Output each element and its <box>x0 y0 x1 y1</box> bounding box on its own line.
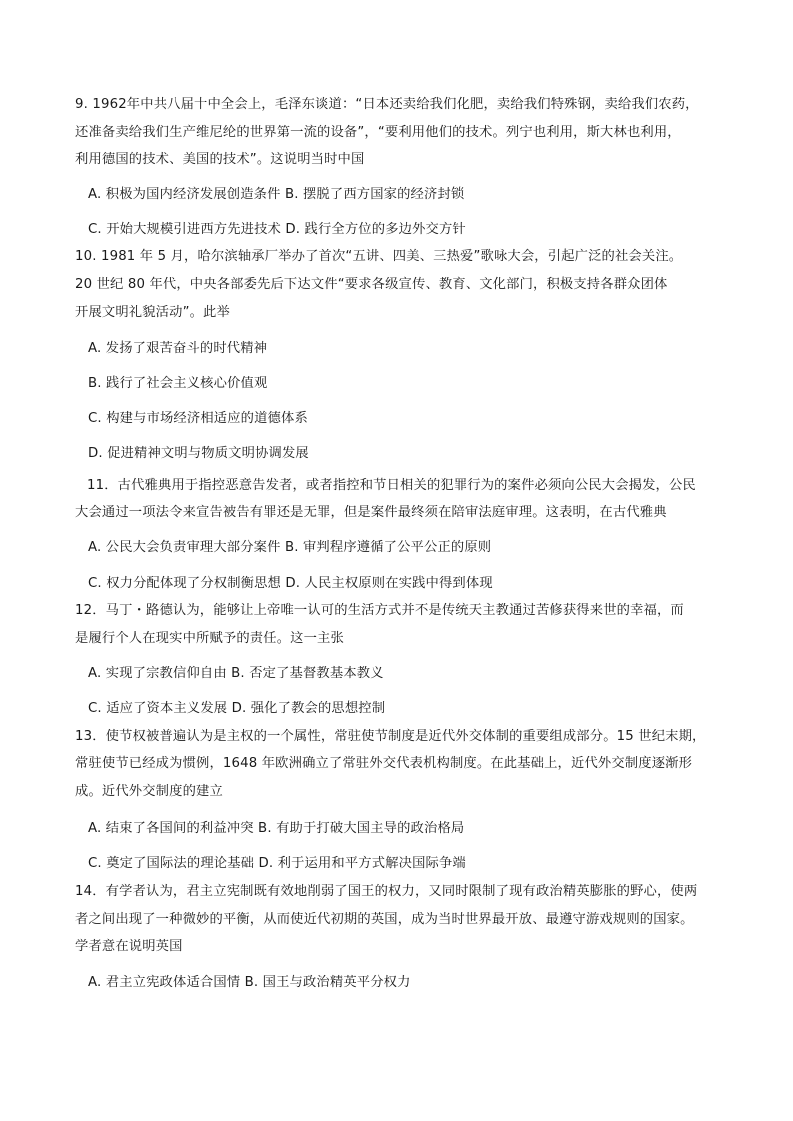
question-13-options-ab: A. 结束了各国间的利益冲突 B. 有助于打破大国主导的政治格局 <box>88 821 465 836</box>
question-10-option-b: B. 践行了社会主义核心价值观 <box>88 376 268 391</box>
question-14-stem-line-1: 14．有学者认为，君主立宪制既有效地削弱了国王的权力，又同时限制了现有政治精英膨胀的野心，使两 <box>75 884 698 899</box>
question-9-options-cd: C. 开始大规模引进西方先进技术 D. 践行全方位的多边外交方针 <box>88 222 466 237</box>
question-12-stem-line-1: 12．马丁・路德认为，能够让上帝唯一认可的生活方式并不是传统天主教通过苦修获得来世的幸福，而 <box>75 603 684 618</box>
question-9-stem-line-3: 利用德国的技术、美国的技术”。这说明当时中国 <box>75 152 365 167</box>
question-10-stem-line-2: 20 世纪 80 年代，中央各部委先后下达文件“要求各级宣传、教育、文化部门，积极支持各群众团体 <box>75 277 668 292</box>
question-11-options-cd: C. 权力分配体现了分权制衡思想 D. 人民主权原则在实践中得到体现 <box>88 576 493 591</box>
question-10-option-c: C. 构建与市场经济相适应的道德体系 <box>88 411 308 426</box>
question-11-stem-line-2: 大会通过一项法令来宣告被告有罪还是无罪，但是案件最终须在陪审法庭审理。这表明，在古代雅典 <box>75 505 667 520</box>
question-10-stem-line-1: 10. 1981 年 5 月，哈尔滨轴承厂举办了首次“五讲、四美、三热爱”歌咏大会，引起广泛的社会关注。 <box>75 249 683 264</box>
question-12-stem-line-2: 是履行个人在现实中所赋予的责任。这一主张 <box>75 631 344 646</box>
question-13-stem-line-2: 常驻使节已经成为惯例，1648 年欧洲确立了常驻外交代表机构制度。在此基础上，近代外交制度逐渐形 <box>75 756 693 771</box>
question-12-options-cd: C. 适应了资本主义发展 D. 强化了教会的思想控制 <box>88 701 386 716</box>
question-14-stem-line-3: 学者意在说明英国 <box>75 939 183 954</box>
question-9-stem-line-2: 还准备卖给我们生产维尼纶的世界第一流的设备”，“要利用他们的技术。列宁也利用，斯大林也利用， <box>75 125 681 140</box>
question-10-option-a: A. 发扬了艰苦奋斗的时代精神 <box>88 341 268 356</box>
question-13-options-cd: C. 奠定了国际法的理论基础 D. 利于运用和平方式解决国际争端 <box>88 856 466 871</box>
question-9-options-ab: A. 积极为国内经济发展创造条件 B. 摆脱了西方国家的经济封锁 <box>88 187 465 202</box>
question-13-stem-line-1: 13．使节权被普遍认为是主权的一个属性，常驻使节制度是近代外交体制的重要组成部分。15 世纪末期， <box>75 729 706 744</box>
question-9-stem-line-1: 9. 1962年中共八届十中全会上，毛泽东谈道：“日本还卖给我们化肥，卖给我们特殊钢，卖给我们农药， <box>75 97 699 112</box>
question-13-stem-line-3: 成。近代外交制度的建立 <box>75 784 223 799</box>
question-10-option-d: D. 促进精神文明与物质文明协调发展 <box>88 446 309 461</box>
question-14-options-ab: A. 君主立宪政体适合国情 B. 国王与政治精英平分权力 <box>88 975 411 990</box>
question-12-options-ab: A. 实现了宗教信仰自由 B. 否定了基督教基本教义 <box>88 666 384 681</box>
question-11-options-ab: A. 公民大会负责审理大部分案件 B. 审判程序遵循了公平公正的原则 <box>88 540 492 555</box>
question-14-stem-line-2: 者之间出现了一种微妙的平衡，从而使近代初期的英国，成为当时世界最开放、最遵守游戏规则的国家。 <box>75 912 694 927</box>
question-10-stem-line-3: 开展文明礼貌活动”。此举 <box>75 305 230 320</box>
question-11-stem-line-1: 11．古代雅典用于指控恶意告发者，或者指控和节日相关的犯罪行为的案件必须向公民大会揭发，公民 <box>87 478 696 493</box>
